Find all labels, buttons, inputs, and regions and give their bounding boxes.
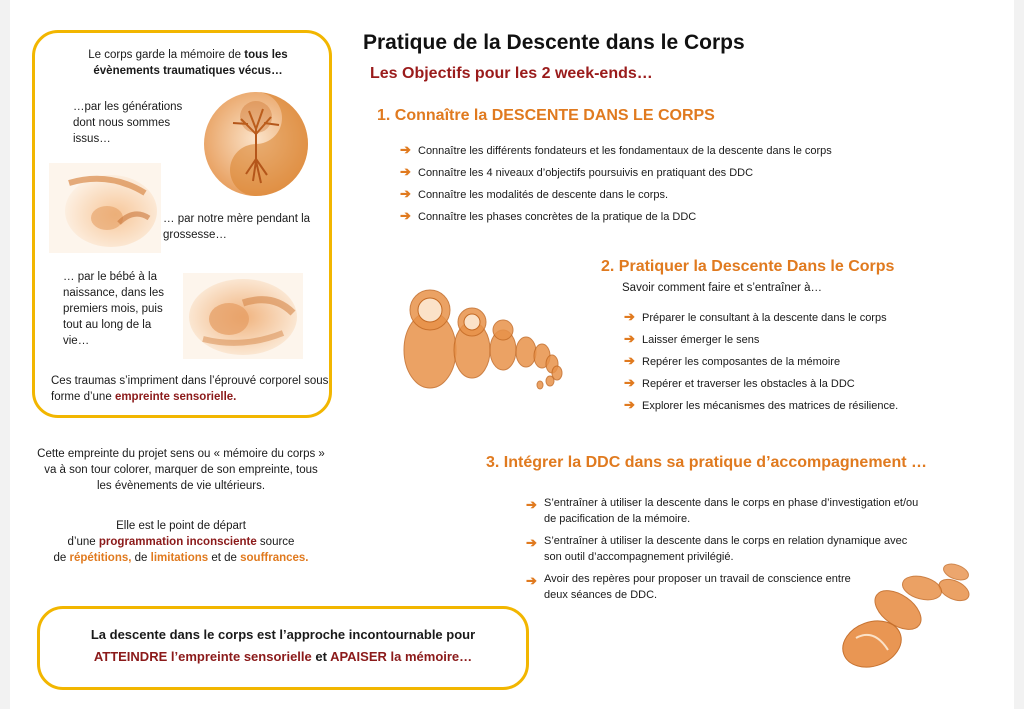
pregnancy-image [49,163,161,253]
mother-text: … par notre mère pendant la grossesse… [163,213,311,241]
arrow-icon: ➔ [400,142,411,157]
section-3-heading: 3. Intégrer la DDC dans sa pratique d’accompagnement … [486,454,927,471]
list-item: ➔ Connaître les phases concrètes de la pratique de la DDC [400,206,920,228]
page-subtitle: Les Objectifs pour les 2 week-ends… [370,65,653,82]
generations-text: …par les générations dont nous sommes issus… [73,101,183,145]
conclusion-line-2: ATTEINDRE l’empreinte sensorielle et APAISER la mémoire… [93,649,473,664]
arrow-icon: ➔ [624,353,635,368]
list-item: ➔ Explorer les mécanismes des matrices de résilience. [624,395,964,417]
section-1-heading: 1. Connaître la DESCENTE DANS LE CORPS [377,107,715,124]
section-1-list [400,140,920,228]
list-item: ➔ Préparer le consultant à la descente dans le corps [624,307,964,329]
baby-text: … par le bébé à la naissance, dans les premiers mois, puis tout au long de la vie… [63,271,165,347]
arrow-icon: ➔ [624,375,635,390]
section-2-intro: Savoir comment faire et s’entraîner à… [622,282,823,294]
list-item: ➔ Repérer les composantes de la mémoire [624,351,964,373]
conclusion-box [37,606,529,690]
arrow-icon: ➔ [624,331,635,346]
memory-box [32,30,332,418]
section-2-list [624,307,964,417]
stepping-stones-image [836,558,976,678]
matryoshka-dolls-image [400,276,570,394]
baby-image [183,273,303,359]
section-2-heading: 2. Pratiquer la Descente Dans le Corps [601,258,895,275]
tree-yinyang-image [201,89,311,199]
list-item: ➔ S’entraîner à utiliser la descente dans le corps en phase d’investigation et/ou de pacification de la mémoire. [526,497,919,525]
conclusion-line-1: La descente dans le corps est l’approche incontournable pour [90,627,476,642]
arrow-icon: ➔ [400,208,411,223]
page-title: Pratique de la Descente dans le Corps [363,31,745,54]
list-item: ➔ Connaître les modalités de descente dans le corps. [400,184,920,206]
arrow-icon: ➔ [400,186,411,201]
arrow-icon: ➔ [526,497,537,512]
arrow-icon: ➔ [624,397,635,412]
arrow-icon: ➔ [624,309,635,324]
list-item: ➔ Connaître les différents fondateurs et les fondamentaux de la descente dans le corps [400,140,920,162]
arrow-icon: ➔ [400,164,411,179]
programming-paragraph: Elle est le point de départ d’une programmation inconsciente source de répétitions, de limitations et de souffrances. [53,520,309,564]
arrow-icon: ➔ [526,573,537,588]
imprint-explanation: Cette empreinte du projet sens ou « mémoire du corps » va à son tour colorer, marquer de son empreinte, tous les évènements de vie ultérieurs. [37,448,325,492]
memory-intro: Le corps garde la mémoire de tous les évènements traumatiques vécus… [88,49,288,77]
list-item: ➔ S’entraîner à utiliser la descente dans le corps en relation dynamique avec son outil d’accompagnement privilégié. [526,535,908,563]
list-item: ➔ Repérer et traverser les obstacles à la DDC [624,373,964,395]
document-page [10,0,1014,709]
arrow-icon: ➔ [526,535,537,550]
list-item: ➔ Connaître les 4 niveaux d’objectifs poursuivis en pratiquant des DDC [400,162,920,184]
list-item: ➔ Avoir des repères pour proposer un travail de conscience entre deux séances de DDC. [526,573,851,601]
list-item: ➔ Laisser émerger le sens [624,329,964,351]
imprint-text: Ces traumas s’impriment dans l’éprouvé corporel sous forme d’une empreinte sensorielle. [51,375,329,403]
